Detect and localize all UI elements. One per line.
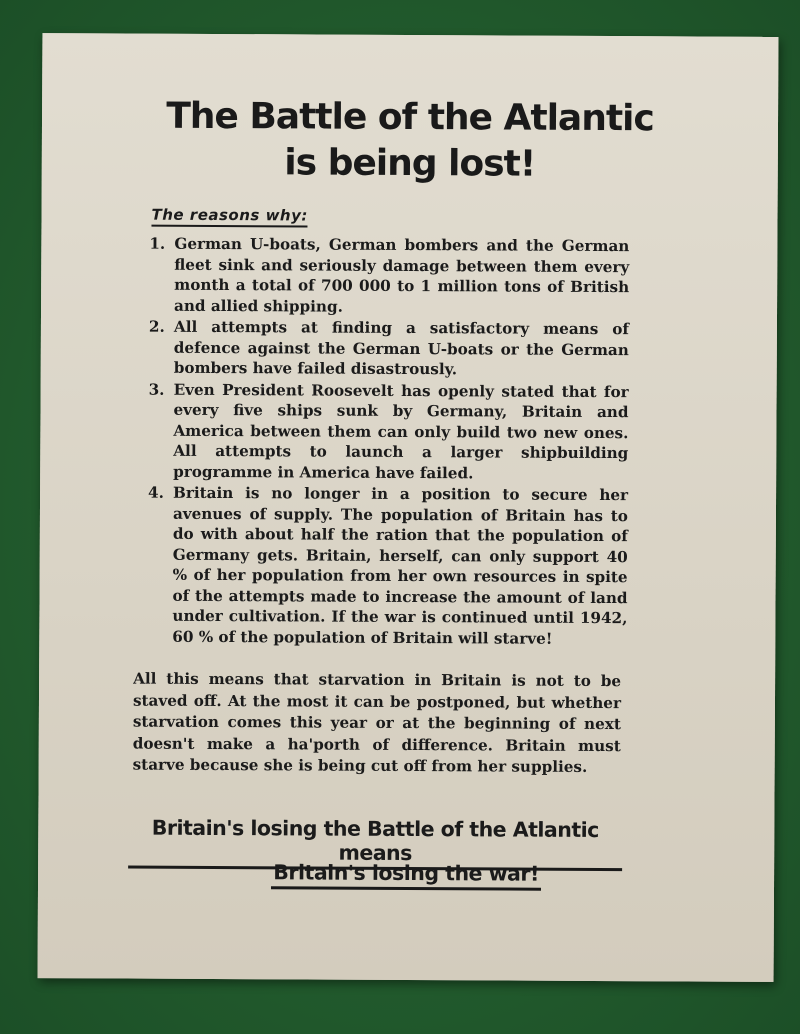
reason-text: All attempts at finding a satisfactory means of defence against the German U-boats or the German bombers have failed disastrously. [173,317,629,379]
list-item [149,234,629,319]
title-line-2: is being lost! [284,142,536,185]
footer-slogan-line-2: Britain's losing the war! [271,860,541,890]
conclusion-paragraph: All this means that starvation in Britain is not to be staved off. At the most it can be postponed, but whether starvation comes this year or at the beginning of next doesn't make a ha'porth of difference. Britain must starve because she is being cut off from her supplies. [132,669,622,776]
footer-slogan [38,859,774,892]
reason-number: 1. [149,234,166,253]
list-item [149,317,629,381]
footer-slogan-line-1: Britain's losing the Battle of the Atlantic means [128,816,622,872]
reason-number: 3. [148,380,165,399]
leaflet-paper [38,33,779,982]
reason-text: German U-boats, German bombers and the German fleet sink and seriously damage between them every month a total of 700 000 to 1 million tons of British and allied shipping. [174,234,630,316]
title-line-1: The Battle of the Atlantic [166,95,654,140]
leaflet-title [42,93,778,189]
reason-text: Britain is no longer in a position to secure her avenues of supply. The population of Britain has to do with about half the ration that the population of Germany gets. Britain, herself, can only support 40 % of her population from her own resources in spite of the attempts made to increase the amount of land under cultivation. If the war is continued until 1942, 60 % of the population of Britain will starve! [172,483,629,648]
reasons-list [147,234,629,651]
reason-number: 2. [148,317,165,336]
reason-text: Even President Roosevelt has openly stated that for every five ships sunk by Germany, Britain and America between them can only build two new ones. All attempts to launch a larger shipbuilding programme in America have failed. [173,380,629,482]
reasons-subheading: The reasons why: [151,206,307,228]
list-item [147,483,628,650]
reason-number: 4. [148,483,164,502]
list-item [148,379,629,484]
